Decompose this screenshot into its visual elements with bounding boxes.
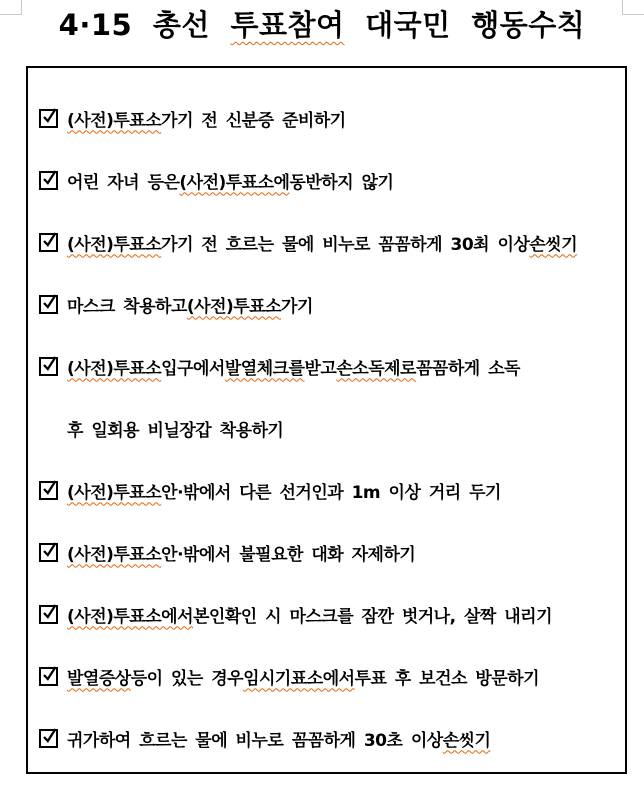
checklist-box [26, 66, 627, 774]
item-text-segment: 꼼꼼하게 소독 [415, 358, 520, 379]
checklist-item [39, 583, 621, 645]
checked-checkbox-icon [39, 171, 58, 190]
checklist-item [39, 335, 621, 397]
checklist-item [39, 87, 621, 149]
item-text-segment: (사전)투표소 [67, 110, 162, 131]
item-text-segment: 본인확인 시 마스크를 잠깐 벗거나, 살짝 내리기 [193, 606, 552, 627]
item-text-segment: 가기 [281, 296, 313, 317]
checked-checkbox-icon [39, 481, 58, 500]
checklist-item [39, 211, 621, 273]
item-text-segment: (사전)투표소 [67, 544, 162, 565]
checklist-item [39, 645, 621, 707]
checked-checkbox-icon [39, 109, 58, 128]
item-text-segment: 안·밖에서 다른 선거인과 1m 이상 거리 두기 [161, 482, 501, 503]
item-text-segment: 손씻기 [529, 234, 578, 255]
item-text-segment: 동반하지 않기 [289, 172, 394, 193]
item-text-segment: (사전)투표소 [67, 358, 162, 379]
item-text-segment: 안·밖에서 불필요한 대화 자제하기 [161, 544, 416, 565]
checked-checkbox-icon [39, 605, 58, 624]
item-text-segment: 가기 전 흐르는 물에 비누로 꼼꼼하게 30최 이상 [161, 234, 530, 255]
checklist-item [39, 149, 621, 211]
checklist-item-continuation [39, 397, 621, 459]
title-text-segment: 투표참여 [230, 8, 345, 42]
item-text-segment: 등이 있는 경우 [130, 668, 244, 689]
checked-checkbox-icon [39, 667, 58, 686]
checklist-item [39, 521, 621, 583]
item-text-segment: 후 일회용 비닐장갑 착용하기 [67, 420, 284, 441]
checked-checkbox-icon [39, 543, 58, 562]
item-text-segment: 손씻기 [442, 730, 491, 751]
item-text-segment: 어린 자녀 등은 [67, 172, 180, 193]
item-text-segment: (사전)투표소 [186, 296, 282, 317]
checklist-item [39, 707, 621, 769]
title-text-segment: 대국민 행동수칙 [344, 8, 586, 42]
page-title [0, 5, 644, 45]
checked-checkbox-icon [39, 729, 58, 748]
checked-checkbox-icon [39, 233, 58, 252]
item-text-segment: (사전)투표소에 [179, 172, 290, 193]
item-text-segment: 발열체크를 [224, 358, 305, 379]
item-text-segment: 손소독제로 [336, 358, 416, 379]
checked-checkbox-icon [39, 357, 58, 376]
item-text-segment: 발열증상 [67, 668, 131, 689]
item-text-segment: 귀가하여 흐르는 물에 비누로 꼼꼼하게 30초 이상 [67, 730, 443, 751]
checked-checkbox-icon [39, 295, 58, 314]
item-text-segment: (사전)투표소에서 [67, 606, 193, 627]
title-text-segment: 4·15 총선 [58, 8, 231, 42]
item-text-segment: 투표 후 보건소 방문하기 [354, 668, 540, 689]
checklist-item [39, 273, 621, 335]
checklist-item [39, 459, 621, 521]
item-text-segment: (사전)투표소 [67, 234, 162, 255]
item-text-segment: 마스크 착용하고 [67, 296, 187, 317]
item-text-segment: (사전)투표소 [67, 482, 162, 503]
item-text-segment: 가기 전 신분증 준비하기 [161, 110, 346, 131]
item-text-segment: 받고 [304, 358, 337, 379]
item-text-segment: 입구에서 [161, 358, 225, 379]
item-text-segment: 임시기표소에서 [243, 668, 355, 689]
